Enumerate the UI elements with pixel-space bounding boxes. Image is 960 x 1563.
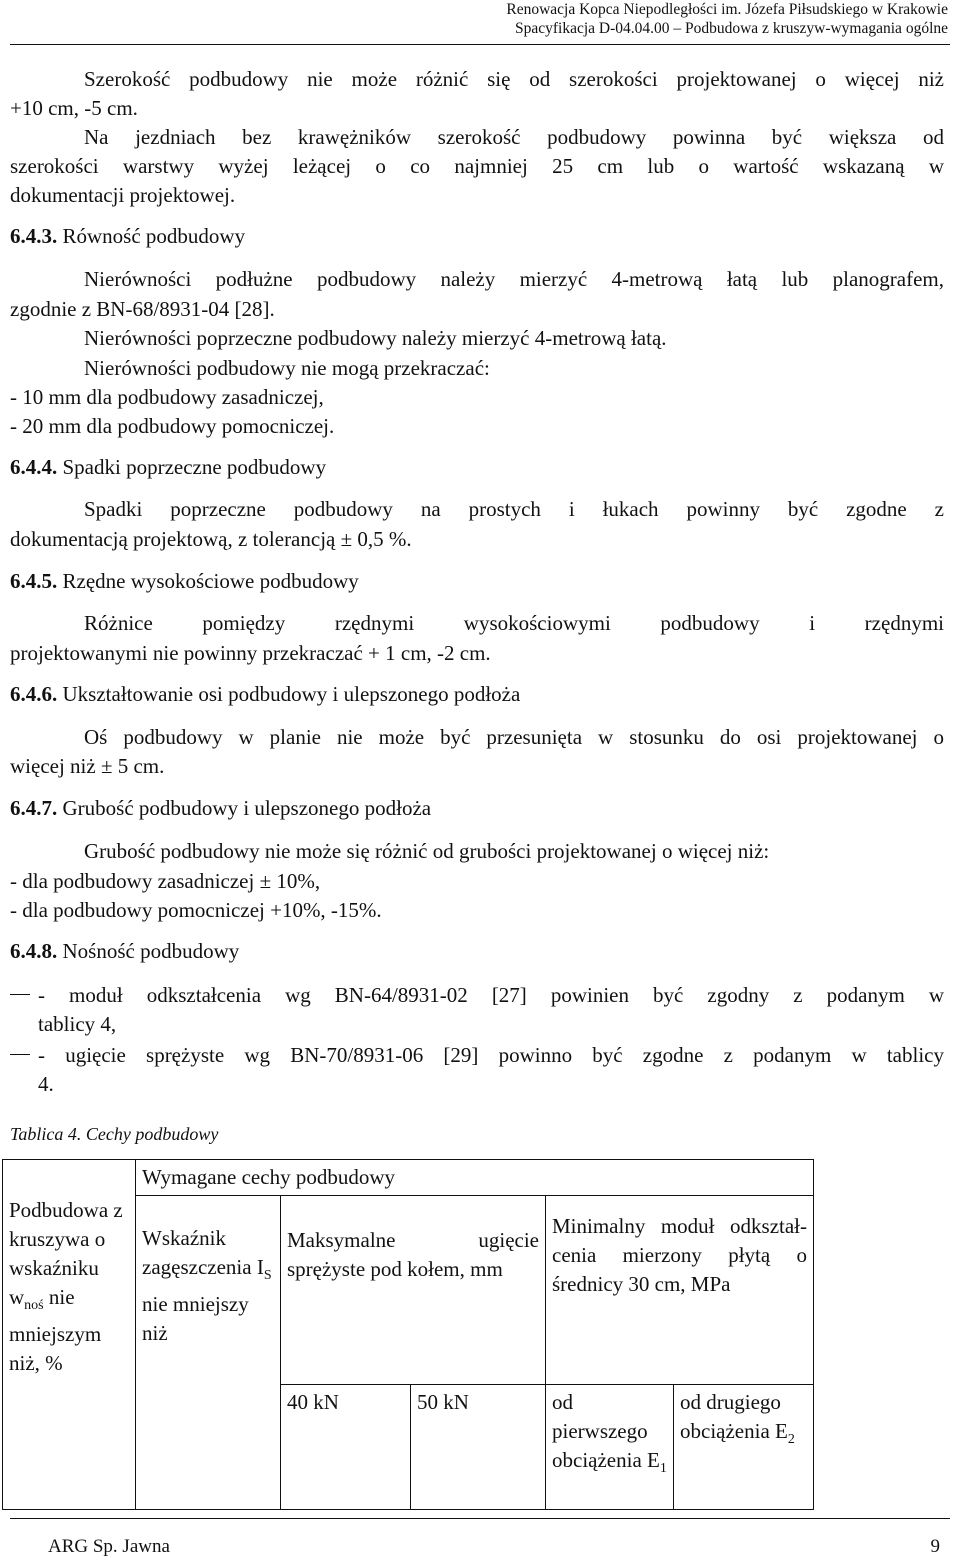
footer-company: ARG Sp. Jawna [48, 1536, 170, 1557]
subheader-second-load-index: 2 [787, 1432, 795, 1448]
paragraph-slope-line-2: dokumentacją projektową, z tolerancją ± 0,5 %. [10, 527, 412, 551]
paragraph-width-line-2: +10 cm, -5 cm. [10, 96, 138, 120]
section-number: 6.4.6. [10, 682, 58, 706]
header-aggregate-text: Podbudowa z kruszywa o wskaźniku [9, 1198, 123, 1280]
section-title: Nośność podbudowy [62, 939, 240, 963]
paragraph-axis-line-2: więcej niż ± 5 cm. [10, 754, 165, 778]
table-caption: Tablica 4. Cechy podbudowy [10, 1124, 219, 1144]
table-header-deflection: Maksymalne ugięcie sprężyste pod kołem, mm [281, 1196, 546, 1385]
header-compaction-subscript: S [263, 1268, 272, 1284]
table-subheader-first-load [546, 1385, 674, 1510]
section-number: 6.4.3. [10, 224, 58, 248]
paragraph-curb-line-3: dokumentacji projektowej. [10, 183, 236, 207]
bullet-item-deflection-line-1: - ugięcie sprężyste wg BN-70/8931-06 [29] powinno być zgodne z podanym w tablicy [38, 1043, 944, 1067]
page-number: 9 [930, 1536, 940, 1557]
paragraph-uneven-line-3: Nierówności poprzeczne podbudowy należy mierzyć 4-metrową łatą. [84, 326, 667, 350]
list-item-uneven-2: - 20 mm dla podbudowy pomocniczej. [10, 414, 335, 438]
bullet-item-modulus-line-2: tablicy 4, [38, 1012, 117, 1036]
paragraph-curb-line-1: Na jezdniach bez krawężników szerokość podbudowy powinna być większa od [84, 125, 944, 149]
paragraph-width-line-1: Szerokość podbudowy nie może różnić się od szerokości projektowanej o więcej niż [84, 67, 944, 91]
paragraph-curb-line-2: szerokości warstwy wyżej leżącej o co najmniej 25 cm lub o wartość wskazaną w [10, 154, 944, 178]
section-heading-6-4-3 [10, 223, 245, 249]
section-number: 6.4.8. [10, 939, 58, 963]
table-header-modulus: Minimalny moduł odkształ-cenia mierzony płytą o średnicy 30 cm, MPa [546, 1196, 814, 1385]
bullet-dash-icon [10, 994, 30, 995]
section-title: Równość podbudowy [62, 224, 246, 248]
header-line-1: Renowacja Kopca Niepodległości im. Józefa Piłsudskiego w Krakowie [506, 1, 948, 18]
table-group-header: Wymagane cechy podbudowy [136, 1160, 814, 1196]
header-line-2: Spacyfikacja D-04.04.00 – Podbudowa z kruszyw-wymagania ogólne [514, 20, 948, 37]
header-rule [10, 44, 950, 45]
list-item-thickness-2: - dla podbudowy pomocniczej +10%, -15%. [10, 898, 382, 922]
section-title: Rzędne wysokościowe podbudowy [62, 569, 359, 593]
section-heading-6-4-4 [10, 454, 326, 480]
header-compaction-tail: nie mniejszy niż [142, 1292, 249, 1346]
subheader-first-load-index: 1 [659, 1461, 667, 1477]
paragraph-uneven-line-1: Nierówności podłużne podbudowy należy mierzyć 4-metrową łatą lub planografem, [84, 267, 944, 291]
paragraph-thickness-line-1: Grubość podbudowy nie może się różnić od grubości projektowanej o więcej niż: [84, 839, 770, 863]
subheader-first-load-text: od pierwszego obciążenia E [552, 1390, 660, 1472]
paragraph-elevation-line-2: projektowanymi nie powinny przekraczać + 1 cm, -2 cm. [10, 641, 491, 665]
section-title: Ukształtowanie osi podbudowy i ulepszonego podłoża [62, 682, 521, 706]
section-heading-6-4-7 [10, 795, 431, 821]
table-header-compaction [136, 1196, 281, 1510]
table-header-aggregate [3, 1160, 136, 1510]
section-title: Grubość podbudowy i ulepszonego podłoża [62, 796, 432, 820]
paragraph-uneven-line-4: Nierówności podbudowy nie mogą przekraczać: [84, 356, 490, 380]
subheader-second-load-text: od drugiego obciążenia E [680, 1390, 788, 1443]
bullet-item-modulus-line-1: - moduł odkształcenia wg BN-64/8931-02 [27] powinien być zgodny z podanym w [38, 983, 944, 1007]
header-aggregate-tail: nie mniejszym niż, % [9, 1285, 102, 1376]
section-heading-6-4-6 [10, 681, 520, 707]
paragraph-uneven-line-2: zgodnie z BN-68/8931-04 [28]. [10, 297, 275, 321]
section-number: 6.4.7. [10, 796, 58, 820]
section-heading-6-4-5 [10, 568, 359, 594]
section-number: 6.4.4. [10, 455, 58, 479]
section-heading-6-4-8 [10, 938, 239, 964]
bullet-item-deflection-line-2: 4. [38, 1072, 54, 1096]
list-item-thickness-1: - dla podbudowy zasadniczej ± 10%, [10, 869, 321, 893]
header-compaction-symbol: I [256, 1255, 264, 1279]
paragraph-slope-line-1: Spadki poprzeczne podbudowy na prostych i łukach powinny być zgodne z [84, 497, 944, 521]
table-subheader-50kn: 50 kN [411, 1385, 546, 1510]
paragraph-elevation-line-1: Różnice pomiędzy rzędnymi wysokościowymi podbudowy i rzędnymi [84, 611, 944, 635]
bullet-dash-icon [10, 1054, 30, 1055]
header-compaction-text: Wskaźnik zagęszczenia [142, 1226, 252, 1279]
footer-rule [10, 1518, 950, 1519]
header-aggregate-symbol: w [9, 1285, 25, 1309]
header-aggregate-subscript: noś [24, 1298, 44, 1314]
section-title: Spadki poprzeczne podbudowy [62, 455, 327, 479]
paragraph-axis-line-1: Oś podbudowy w planie nie może być przesunięta w stosunku do osi projektowanej o [84, 725, 944, 749]
section-number: 6.4.5. [10, 569, 58, 593]
table-subheader-40kn: 40 kN [281, 1385, 411, 1510]
properties-table [2, 1159, 814, 1510]
table-subheader-second-load [674, 1385, 814, 1510]
page-header [506, 0, 948, 38]
list-item-uneven-1: - 10 mm dla podbudowy zasadniczej, [10, 385, 324, 409]
